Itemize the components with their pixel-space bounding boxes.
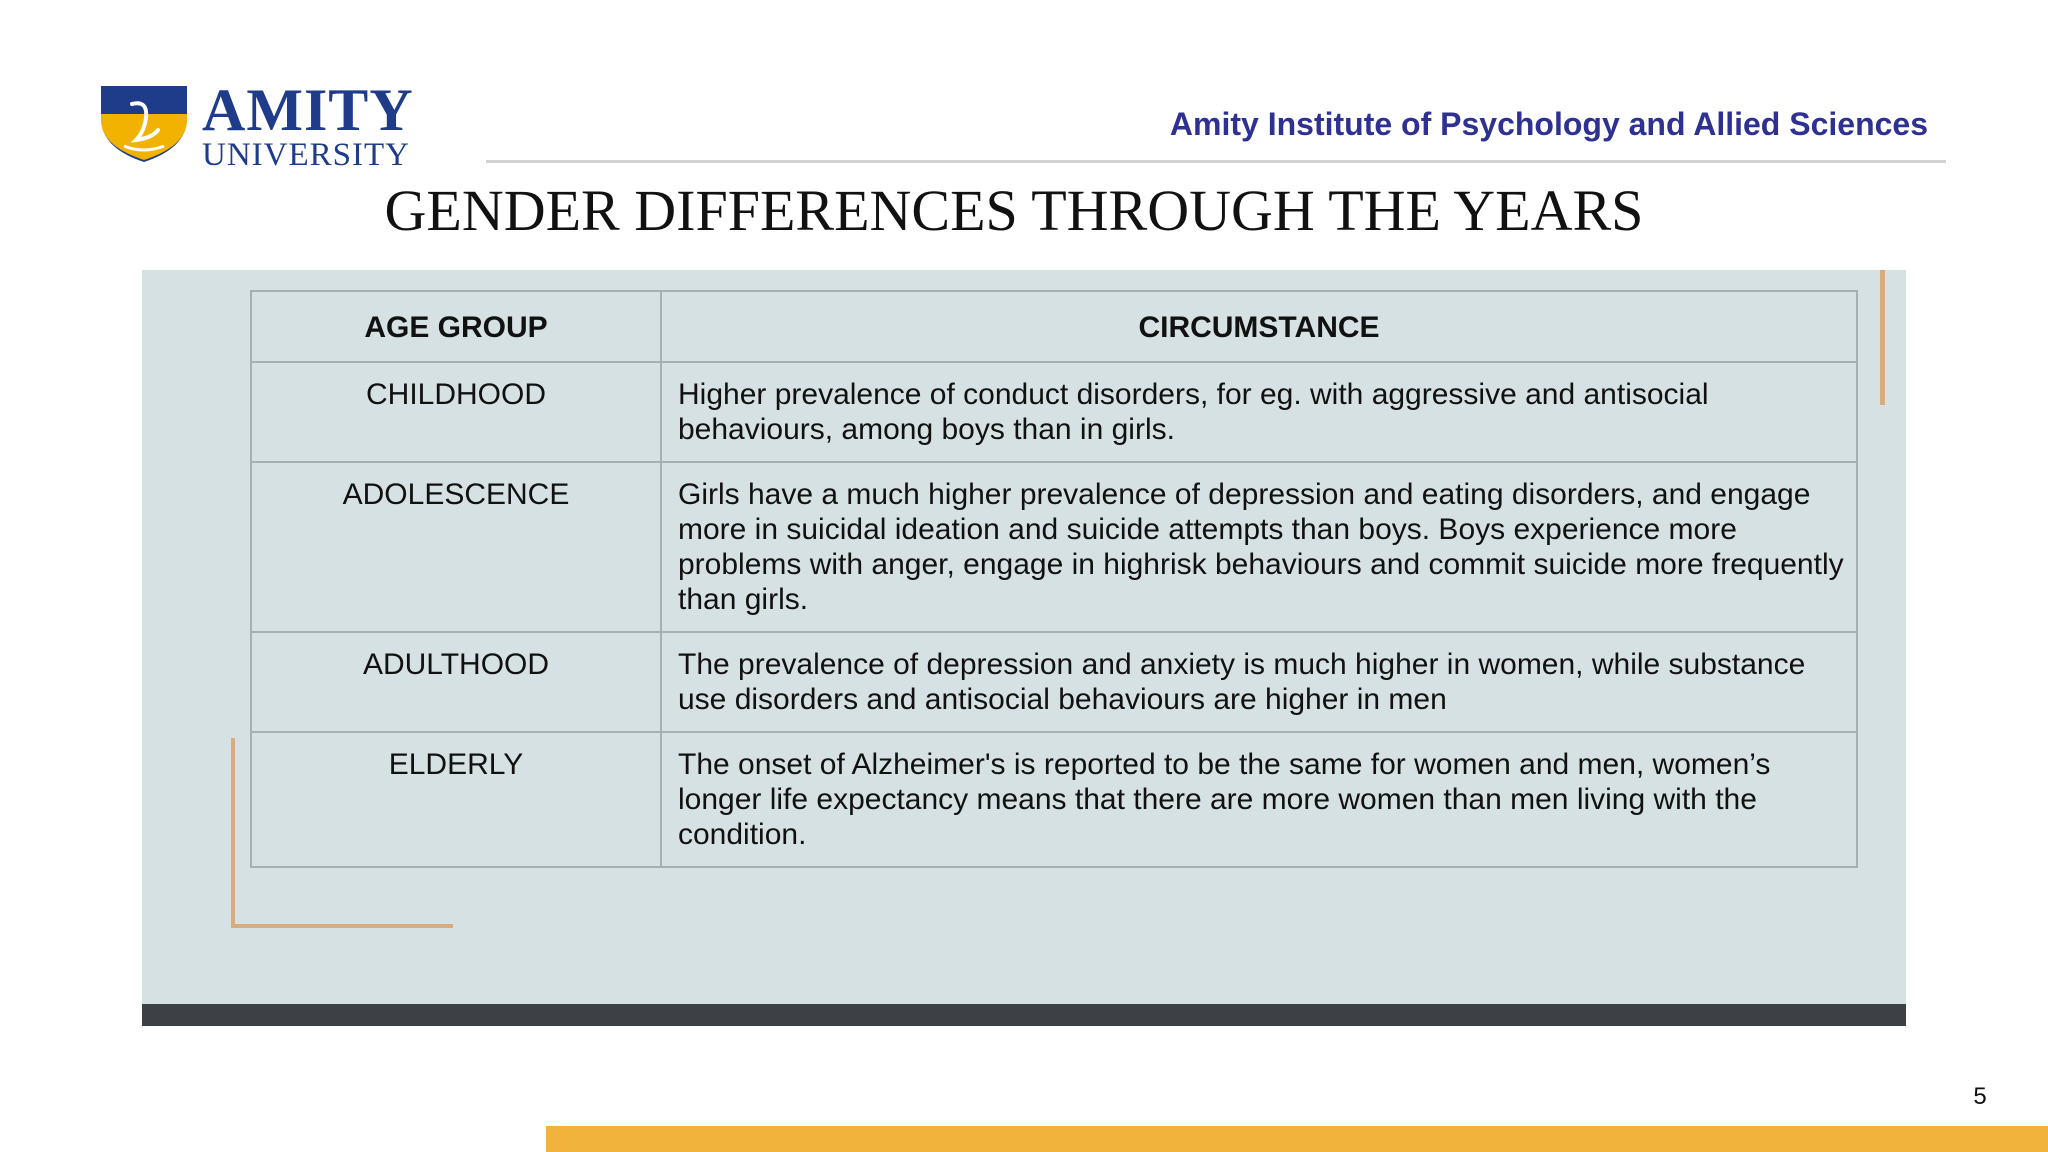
logo-wordmark: AMITY [202, 77, 414, 143]
table-row [251, 462, 1857, 632]
table-row [251, 632, 1857, 732]
circumstance-cell: The onset of Alzheimer's is reported to be the same for women and men, women’s longer life expectancy means that there are more women than men living with the condition. [661, 732, 1857, 867]
page-title: GENDER DIFFERENCES THROUGH THE YEARS [384, 178, 1644, 243]
circumstance-cell: Girls have a much higher prevalence of depression and eating disorders, and engage more in suicidal ideation and suicide attempts than boys. Boys experience more problems with anger, engage in highrisk behaviours and commit suicide more frequently than girls. [661, 462, 1857, 632]
age-group-cell: ADOLESCENCE [251, 462, 661, 632]
age-group-cell: CHILDHOOD [251, 362, 661, 462]
table-header-row [251, 291, 1857, 362]
header-divider [486, 160, 1946, 163]
decorative-corner-vertical [231, 738, 235, 928]
circumstance-cell: The prevalence of depression and anxiety is much higher in women, while substance use disorders and antisocial behaviours are higher in men [661, 632, 1857, 732]
footer-accent-bar [546, 1126, 2048, 1152]
column-header-age-group: AGE GROUP [251, 291, 661, 362]
institute-name: Amity Institute of Psychology and Allied Sciences [1169, 106, 1928, 142]
page-number: 5 [1973, 1083, 1987, 1110]
circumstance-cell: Higher prevalence of conduct disorders, for eg. with aggressive and antisocial behaviours, among boys than in girls. [661, 362, 1857, 462]
logo-subtitle: UNIVERSITY [202, 137, 410, 173]
table-row [251, 732, 1857, 867]
amity-logo [98, 77, 443, 173]
shield-icon [98, 82, 190, 164]
age-group-cell: ADULTHOOD [251, 632, 661, 732]
column-header-circumstance: CIRCUMSTANCE [661, 291, 1857, 362]
decorative-line-right [1880, 270, 1885, 405]
gender-differences-table [250, 290, 1858, 868]
table-row [251, 362, 1857, 462]
panel-bottom-bar [142, 1004, 1906, 1026]
decorative-corner-horizontal [231, 924, 453, 928]
age-group-cell: ELDERLY [251, 732, 661, 867]
